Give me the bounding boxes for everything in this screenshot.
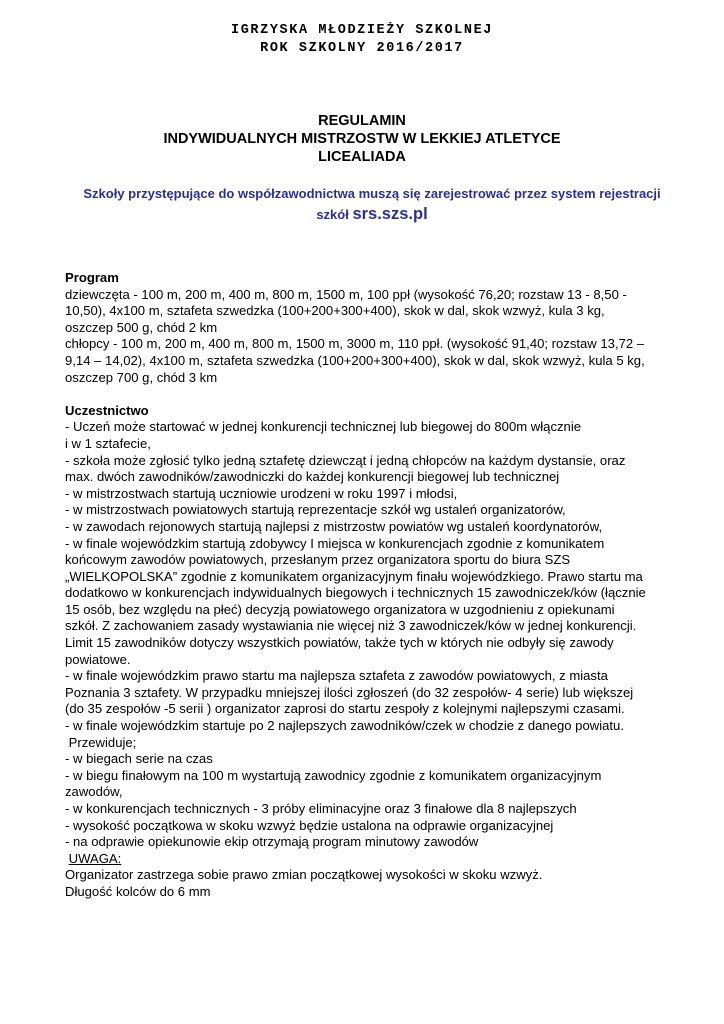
note-line: Organizator zastrzega sobie prawo zmian początkowej wysokości w skoku wzwyż. — [65, 867, 543, 883]
participation-line: 15 osób, bez względu na płeć) decyzją powiatowego organizatora w uzgodnieniu z opiekunami — [65, 601, 615, 617]
program-line: oszczep 500 g, chód 2 km — [65, 319, 218, 335]
participation-line: zawodów, — [65, 784, 123, 800]
document-header — [0, 22, 724, 58]
participation-line: - Uczeń może startować w jednej konkurencji technicznej lub biegowej do 800m włącznie — [65, 419, 582, 435]
participation-line: Limit 15 zawodników dotyczy wszystkich powiatów, także tych w których nie odbyły się zawody — [65, 635, 614, 651]
participation-line: - w mistrzostwach powiatowych startują reprezentacje szkół wg ustaleń organizatorów, — [65, 502, 566, 518]
program-line: dziewczęta - 100 m, 200 m, 400 m, 800 m, 1500 m, 100 ppł (wysokość 76,20; rozstaw 13 - 8,50 - — [65, 286, 627, 302]
participation-line: - w biegach serie na czas — [65, 751, 213, 767]
header-line-2: ROK SZKOLNY 2016/2017 — [260, 41, 464, 56]
participation-line: i w 1 sztafecie, — [65, 435, 151, 451]
registration-line-1: Szkoły przystępujące do współzawodnictwa muszą się zarejestrować przez system rejestracji — [83, 186, 661, 201]
participation-line: „WIELKOPOLSKA” zgodnie z komunikatem organizacyjnym finału wojewódzkiego. Prawo startu ma — [65, 568, 643, 584]
participation-line: - w konkurencjach technicznych - 3 próby eliminacyjne oraz 3 finałowe dla 8 najlepszych — [65, 801, 577, 816]
participation-line: - w biegu finałowym na 100 m wystartują zawodnicy zgodnie z komunikatem organizacyjnym — [65, 767, 602, 783]
header-line-1: IGRZYSKA MŁODZIEŻY SZKOLNEJ — [231, 23, 493, 38]
participation-line: powiatowe. — [65, 651, 131, 667]
registration-line-2 — [40, 204, 704, 225]
program-line: 9,14 – 14,02), 4x100 m, sztafeta szwedzka (100+200+300+400), skok w dal, skok wzwyż, kula 5 kg, — [65, 352, 645, 368]
participation-line: szkół. Z zachowaniem zasady wystawiania nie więcej niż 3 zawodniczek/ków w jednej konkurencji. — [65, 618, 637, 634]
title-line-3: LICEALIADA — [318, 149, 406, 165]
program-heading: Program — [65, 270, 119, 285]
participation-line: max. dwóch zawodników/zawodniczki do każdej konkurencji biegowej lub technicznej — [65, 469, 560, 485]
registration-link[interactable]: srs.szs.pl — [352, 205, 428, 223]
participation-line: - wysokość początkowa w skoku wzwyż będzie ustalona na odprawie organizacyjnej — [65, 817, 554, 833]
participation-line: Przewiduje; — [65, 734, 137, 750]
document-title — [0, 112, 724, 166]
warning-line — [65, 851, 693, 868]
title-line-1: REGULAMIN — [318, 113, 406, 129]
registration-prefix: szkół — [316, 207, 349, 222]
participation-line: dodatkowo w konkurencjach indywidualnych biegowych i technicznych 15 zawodniczek/ków (łącznie — [65, 585, 646, 601]
section-gap — [65, 386, 693, 403]
note-line: Długość kolców do 6 mm — [65, 883, 211, 899]
participation-line: - na odprawie opiekunowie ekip otrzymają program minutowy zawodów — [65, 834, 479, 850]
participation-line: - w finale wojewódzkim startują zdobywcy I miejsca w konkurencjach zgodnie z komunikatem — [65, 535, 605, 551]
program-line: oszczep 700 g, chód 3 km — [65, 369, 218, 385]
participation-line: - w mistrzostwach startują uczniowie urodzeni w roku 1997 i młodsi, — [65, 485, 458, 501]
title-line-2: INDYWIDUALNYCH MISTRZOSTW W LEKKIEJ ATLETYCE — [163, 131, 561, 147]
document-body — [65, 270, 693, 901]
participation-line: - w finale wojewódzkim startuje po 2 najlepszych zawodników/czek w chodzie z danego powiatu. — [65, 718, 624, 734]
participation-line: Poznania 3 sztafety. W przypadku mniejszej ilości zgłoszeń (do 32 zespołów- 4 serie) lub większej — [65, 684, 634, 700]
participation-line: (do 35 zespołów -5 serii ) organizator zaprosi do startu zespoły z kolejnymi najlepszymi czasami. — [65, 701, 625, 717]
program-line: chłopcy - 100 m, 200 m, 400 m, 800 m, 1500 m, 3000 m, 110 ppł. (wysokość 91,40; rozstaw 13,72 – — [65, 336, 645, 352]
participation-line: - szkoła może zgłosić tylko jedną sztafetę dziewcząt i jedną chłopców na każdym dystansie, oraz — [65, 452, 626, 468]
participation-line: końcowym zawodów powiatowych, przesłanym przez organizatora sportu do biura SZS — [65, 552, 571, 568]
warning-label: UWAGA: — [68, 850, 122, 866]
registration-notice — [40, 184, 704, 225]
program-line: 10,50), 4x100 m, sztafeta szwedzka (100+200+300+400), skok w dal, skok wzwyż, kula 3 kg, — [65, 303, 605, 319]
participation-heading: Uczestnictwo — [65, 402, 149, 418]
participation-line: - w finale wojewódzkim prawo startu ma najlepsza sztafeta z zawodów powiatowych, z miasta — [65, 668, 608, 684]
participation-line: - w zawodach rejonowych startują najlepsi z mistrzostw powiatów wg ustaleń koordynatorów, — [65, 518, 603, 534]
